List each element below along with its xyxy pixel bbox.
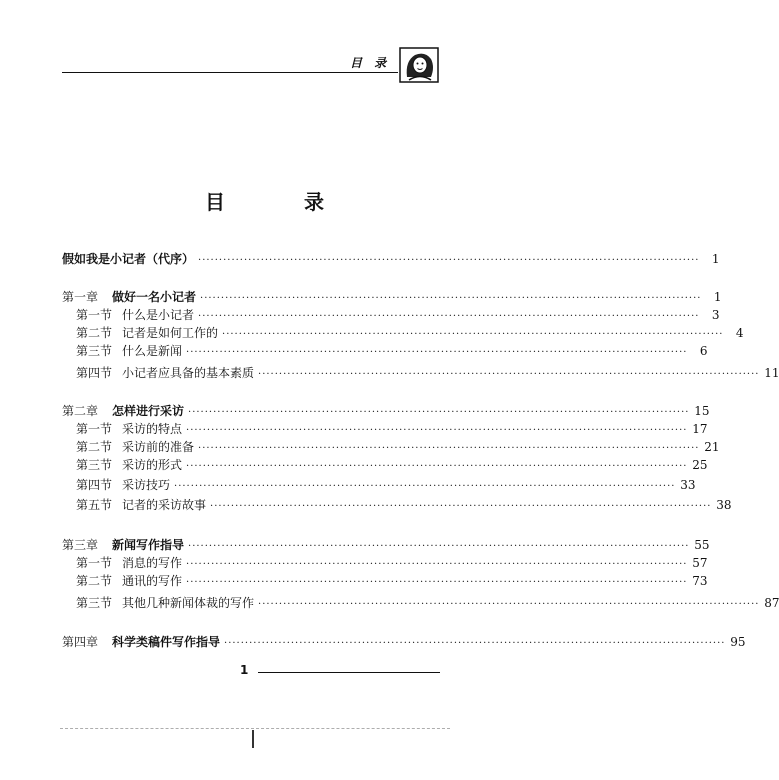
toc-entry-page: 21 <box>704 440 720 454</box>
header-rule <box>62 72 398 73</box>
toc-entry-page: 57 <box>692 556 708 570</box>
toc-entry-title: 采访技巧 <box>122 478 171 492</box>
toc-dot-leader: ························································································································ <box>198 311 700 322</box>
toc-entry-title: 采访前的准备 <box>122 440 195 454</box>
toc-entry-number: 第三节 <box>76 344 113 358</box>
toc-section-entry <box>76 573 708 589</box>
toc-entry-number: 第一节 <box>76 308 113 322</box>
toc-entry-title: 记者的采访故事 <box>122 498 207 512</box>
toc-entry-page: 95 <box>730 635 746 649</box>
toc-entry-number: 第四节 <box>76 478 113 492</box>
toc-dot-leader: ························································································································ <box>174 481 676 492</box>
toc-entry-number: 第一节 <box>76 556 113 570</box>
toc-entry-title: 采访的形式 <box>122 458 183 472</box>
bottom-scan-dashes <box>60 728 450 729</box>
toc-entry-title: 小记者应具备的基本素质 <box>122 366 255 380</box>
toc-chapter-entry <box>62 537 710 553</box>
toc-dot-leader: ························································································································ <box>186 461 688 472</box>
toc-dot-leader: ························································································································ <box>222 329 724 340</box>
toc-entry-title: 什么是新闻 <box>122 344 183 358</box>
girl-portrait-icon <box>399 47 439 83</box>
toc-entry-number: 第二节 <box>76 440 113 454</box>
toc-entry-page: 6 <box>699 344 708 358</box>
toc-entry-page: 4 <box>735 326 744 340</box>
toc-dot-leader: ························································································································ <box>186 577 688 588</box>
toc-section-entry <box>76 365 779 381</box>
toc-entry-title: 记者是如何工作的 <box>122 326 219 340</box>
toc-entry-page: 1 <box>713 290 722 304</box>
toc-entry-title: 新闻写作指导 <box>112 538 185 552</box>
toc-entry-title: 假如我是小记者（代序） <box>62 252 195 266</box>
toc-entry-number: 第二节 <box>76 326 113 340</box>
toc-section-entry <box>76 497 732 513</box>
page-title: 目 录 <box>205 190 360 214</box>
toc-entry-page: 33 <box>680 478 696 492</box>
toc-dot-leader: ························································································································ <box>224 638 726 649</box>
toc-entry-number: 第三章 <box>62 538 99 552</box>
toc-entry-number: 第二节 <box>76 574 113 588</box>
toc-entry-number: 第四节 <box>76 366 113 380</box>
toc-entry-title: 消息的写作 <box>122 556 183 570</box>
toc-dot-leader: ························································································································ <box>200 293 702 304</box>
toc-entry-page: 11 <box>764 366 779 380</box>
toc-entry-page: 87 <box>764 596 779 610</box>
toc-chapter-entry <box>62 403 710 419</box>
toc-entry-page: 15 <box>694 404 710 418</box>
toc-entry-page: 1 <box>711 252 720 266</box>
toc-entry-number: 第一章 <box>62 290 99 304</box>
toc-entry-page: 55 <box>694 538 710 552</box>
toc-section-entry <box>76 325 744 341</box>
toc-section-entry <box>76 343 708 359</box>
toc-entry-number: 第三节 <box>76 458 113 472</box>
toc-entry-page: 25 <box>692 458 708 472</box>
toc-dot-leader: ························································································································ <box>258 599 760 610</box>
toc-dot-leader: ························································································································ <box>186 425 688 436</box>
footer-rule <box>258 672 440 673</box>
toc-entry-title: 采访的特点 <box>122 422 183 436</box>
toc-entry-page: 3 <box>711 308 720 322</box>
toc-section-entry <box>76 477 696 493</box>
toc-section-entry <box>76 439 720 455</box>
bottom-scan-tick <box>252 730 254 748</box>
toc-entry-title: 通讯的写作 <box>122 574 183 588</box>
toc-section-entry <box>76 457 708 473</box>
toc-section-entry <box>76 421 708 437</box>
toc-dot-leader: ························································································································ <box>186 559 688 570</box>
toc-dot-leader: ························································································································ <box>188 541 690 552</box>
toc-entry-number: 第五节 <box>76 498 113 512</box>
toc-section-entry <box>76 595 779 611</box>
toc-preface-entry <box>62 251 720 267</box>
toc-entry-number: 第四章 <box>62 635 99 649</box>
toc-dot-leader: ························································································································ <box>210 501 712 512</box>
toc-dot-leader: ························································································································ <box>186 347 688 358</box>
toc-entry-page: 38 <box>716 498 732 512</box>
toc-section-entry <box>76 555 708 571</box>
toc-section-entry <box>76 307 720 323</box>
toc-entry-title: 什么是小记者 <box>122 308 195 322</box>
toc-entry-title: 怎样进行采访 <box>112 404 185 418</box>
toc-entry-page: 17 <box>692 422 708 436</box>
toc-entry-title: 科学类稿件写作指导 <box>112 635 221 649</box>
footer-page-number: 1 <box>240 663 249 677</box>
toc-dot-leader: ························································································································ <box>188 407 690 418</box>
running-header-label: 目 录 <box>350 56 391 70</box>
toc-entry-number: 第一节 <box>76 422 113 436</box>
toc-entry-number: 第三节 <box>76 596 113 610</box>
toc-entry-title: 做好一名小记者 <box>112 290 197 304</box>
toc-chapter-entry <box>62 634 746 650</box>
toc-dot-leader: ························································································································ <box>198 443 700 454</box>
toc-dot-leader: ························································································································ <box>198 255 700 266</box>
toc-entry-number: 第二章 <box>62 404 99 418</box>
toc-entry-title: 其他几种新闻体裁的写作 <box>122 596 255 610</box>
toc-dot-leader: ························································································································ <box>258 369 760 380</box>
toc-entry-page: 73 <box>692 574 708 588</box>
toc-chapter-entry <box>62 289 722 305</box>
